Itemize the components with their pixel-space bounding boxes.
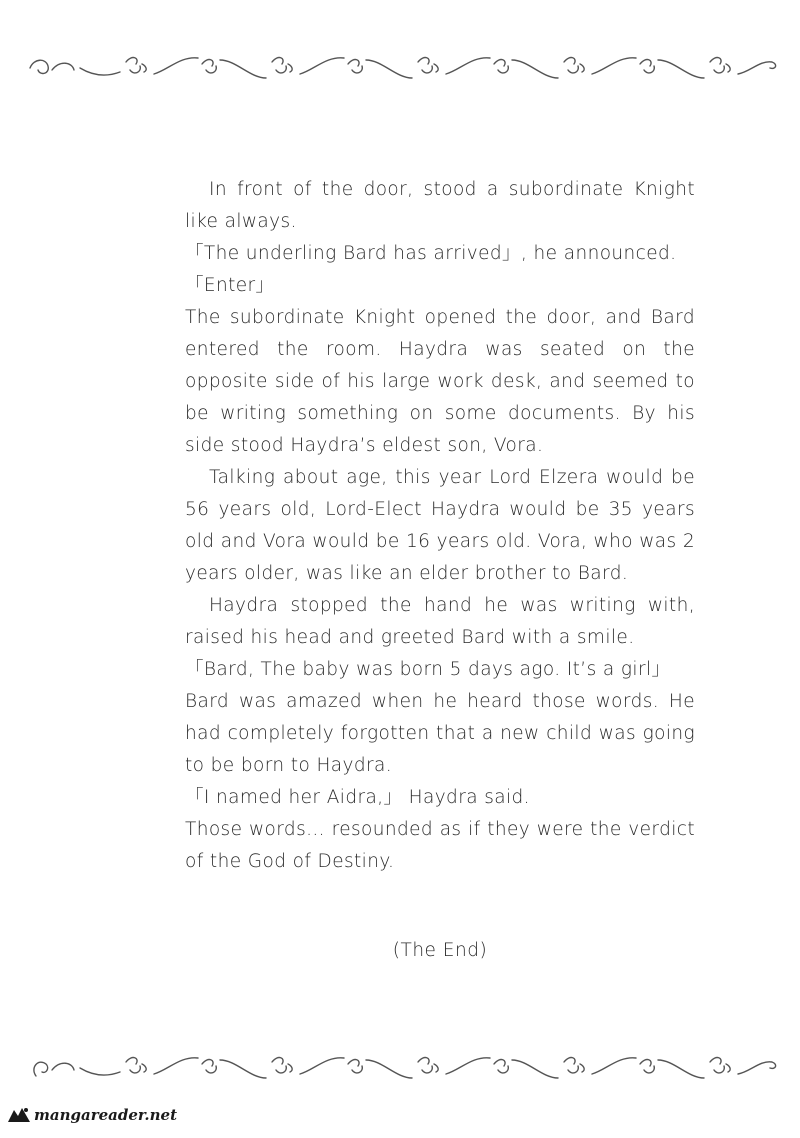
paragraph-2: 「The underling Bard has arrived」, he announced. <box>185 243 677 264</box>
paragraph-5: Talking about age, this year Lord Elzera would be 56 years old, Lord-Elect Haydra would be 35 years old and Vora would be 16 years old. Vora, who was 2 years older, was like an elder brother to Bard. <box>185 467 695 584</box>
paragraph-7: 「Bard, The baby was born 5 days ago. It’s a girl」 <box>185 659 671 680</box>
ornament-scroll-icon <box>22 1046 782 1090</box>
paragraph-6: Haydra stopped the hand he was writing with, raised his head and greeted Bard with a smile. <box>185 595 695 648</box>
watermark-text: mangareader.net <box>34 1106 178 1124</box>
paragraph-10: Those words... resounded as if they were the verdict of the God of Destiny. <box>185 819 695 872</box>
bottom-ornament-border <box>22 1046 782 1090</box>
ornament-scroll-icon <box>22 46 782 90</box>
paragraph-4: The subordinate Knight opened the door, and Bard entered the room. Haydra was seated on the opposite side of his large work desk, and seemed to be writing something on some documents. By his side stood Haydra’s eldest son, Vora. <box>185 307 695 456</box>
paragraph-1: In front of the door, stood a subordinate Knight like always. <box>185 179 695 232</box>
top-ornament-border <box>22 46 782 90</box>
the-end-label: (The End) <box>392 940 488 961</box>
mangareader-logo-icon <box>6 1104 32 1126</box>
paragraph-9: 「I named her Aidra,」 Haydra said. <box>185 787 530 808</box>
story-text <box>185 174 695 878</box>
paragraph-3: 「Enter」 <box>185 275 275 296</box>
watermark <box>6 1104 177 1126</box>
paragraph-8: Bard was amazed when he heard those words. He had completely forgotten that a new child was going to be born to Haydra. <box>185 691 695 776</box>
